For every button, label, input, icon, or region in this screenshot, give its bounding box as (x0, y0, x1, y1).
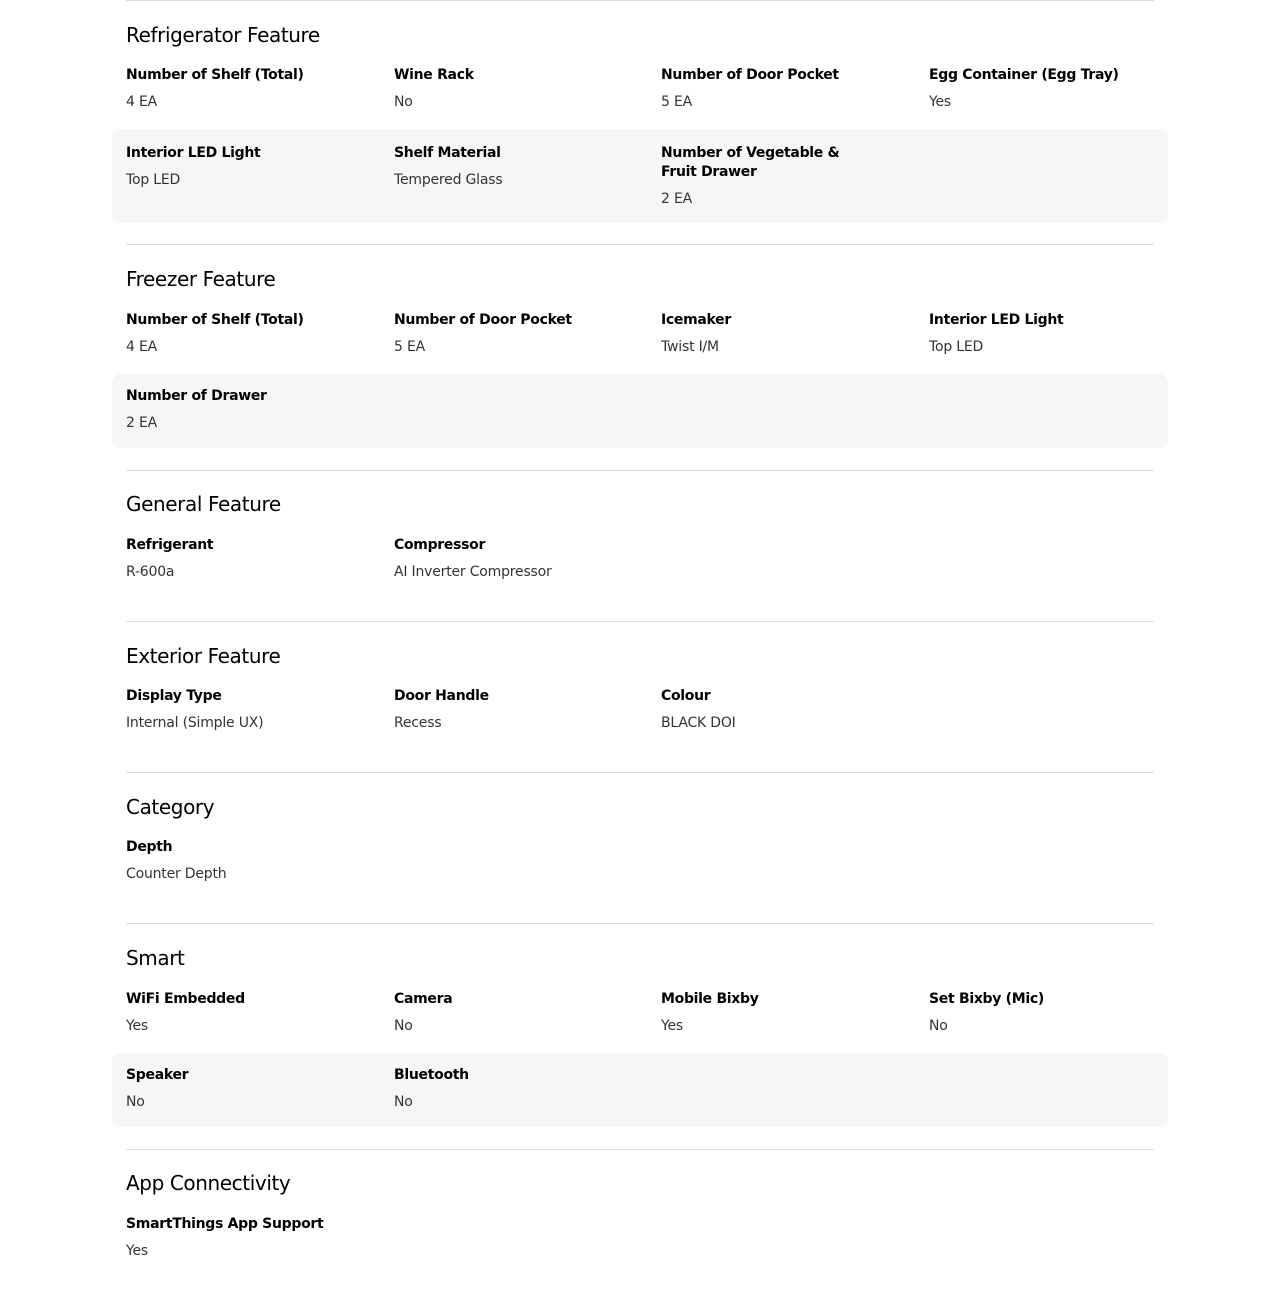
spec-row (112, 66, 1168, 124)
spec-item (126, 387, 366, 432)
spec-value: R-600a (126, 564, 175, 580)
spec-item (394, 687, 634, 732)
spec-row (112, 536, 1168, 594)
spec-value: Yes (929, 94, 951, 110)
spec-label: Interior LED Light (126, 145, 261, 161)
spec-value: Yes (126, 1018, 148, 1034)
spec-value: 4 EA (126, 339, 157, 355)
section-title-refrigerator: Refrigerator Feature (126, 23, 320, 47)
spec-label: Display Type (126, 688, 222, 704)
spec-row (112, 311, 1168, 369)
spec-label: Colour (661, 688, 711, 704)
spec-item (126, 66, 366, 111)
spec-label: Door Handle (394, 688, 489, 704)
spec-value: 5 EA (661, 94, 692, 110)
spec-label: Bluetooth (394, 1067, 469, 1083)
spec-value: Yes (126, 1243, 148, 1259)
spec-label: Set Bixby (Mic) (929, 991, 1044, 1007)
spec-value: Top LED (126, 172, 181, 188)
spec-item (126, 990, 366, 1035)
spec-label: Camera (394, 991, 453, 1007)
spec-label: Wine Rack (394, 67, 474, 83)
spec-label: Number of Door Pocket (394, 312, 572, 328)
spec-value: Counter Depth (126, 866, 227, 882)
spec-value: No (394, 94, 413, 110)
section-divider (126, 244, 1154, 245)
spec-value: No (394, 1094, 413, 1110)
spec-value: AI Inverter Compressor (394, 564, 552, 580)
spec-item (661, 990, 901, 1035)
spec-label: Compressor (394, 537, 486, 553)
spec-item (394, 990, 634, 1035)
spec-item (661, 144, 871, 208)
spec-label: Shelf Material (394, 145, 501, 161)
section-divider (126, 1149, 1154, 1150)
spec-label: Number of Shelf (Total) (126, 67, 304, 83)
section-divider (126, 772, 1154, 773)
spec-value: Internal (Simple UX) (126, 715, 264, 731)
spec-value: Recess (394, 715, 442, 731)
section-divider (126, 470, 1154, 471)
spec-item (126, 536, 366, 581)
spec-item (394, 1066, 634, 1111)
spec-label: Number of Door Pocket (661, 67, 839, 83)
spec-item (394, 311, 634, 356)
section-title-category: Category (126, 795, 215, 819)
section-title-app-connectivity: App Connectivity (126, 1171, 291, 1195)
spec-label: Icemaker (661, 312, 731, 328)
spec-value: 5 EA (394, 339, 425, 355)
spec-item (661, 311, 901, 356)
spec-label: Depth (126, 839, 173, 855)
spec-label: Number of Drawer (126, 388, 267, 404)
spec-label: Egg Container (Egg Tray) (929, 67, 1119, 83)
spec-label: Number of Vegetable & Fruit Drawer (661, 145, 840, 180)
spec-item (126, 144, 366, 189)
spec-item (126, 1066, 366, 1111)
spec-row (112, 687, 1168, 745)
spec-label: Number of Shelf (Total) (126, 312, 304, 328)
spec-value: No (126, 1094, 145, 1110)
section-title-freezer: Freezer Feature (126, 267, 276, 291)
spec-label: SmartThings App Support (126, 1216, 324, 1232)
spec-row (112, 838, 1168, 896)
spec-row-shaded (112, 1053, 1168, 1127)
spec-value: Yes (661, 1018, 683, 1034)
spec-value: No (394, 1018, 413, 1034)
spec-item (126, 838, 366, 883)
section-title-exterior: Exterior Feature (126, 644, 281, 668)
spec-item (394, 66, 634, 111)
spec-value: Top LED (929, 339, 984, 355)
spec-label: Mobile Bixby (661, 991, 759, 1007)
spec-value: BLACK DOI (661, 715, 736, 731)
spec-value: 4 EA (126, 94, 157, 110)
spec-row-shaded (112, 374, 1168, 448)
spec-row (112, 1215, 1168, 1273)
spec-item (394, 536, 634, 581)
spec-value: Twist I/M (661, 339, 719, 355)
spec-item (661, 687, 901, 732)
section-divider (126, 621, 1154, 622)
spec-item (929, 66, 1169, 111)
spec-value: No (929, 1018, 948, 1034)
section-divider (126, 0, 1154, 1)
section-divider (126, 923, 1154, 924)
spec-item (126, 1215, 366, 1260)
section-title-general: General Feature (126, 492, 281, 516)
spec-row (112, 990, 1168, 1048)
spec-label: Speaker (126, 1067, 189, 1083)
spec-value: 2 EA (661, 191, 692, 207)
spec-value: Tempered Glass (394, 172, 503, 188)
spec-value: 2 EA (126, 415, 157, 431)
spec-label: WiFi Embedded (126, 991, 245, 1007)
spec-row-shaded (112, 129, 1168, 223)
spec-item (661, 66, 901, 111)
spec-item (126, 311, 366, 356)
section-title-smart: Smart (126, 946, 185, 970)
spec-label: Refrigerant (126, 537, 214, 553)
spec-label: Interior LED Light (929, 312, 1064, 328)
spec-item (394, 144, 634, 189)
spec-item (126, 687, 366, 732)
spec-item (929, 990, 1169, 1035)
spec-item (929, 311, 1169, 356)
